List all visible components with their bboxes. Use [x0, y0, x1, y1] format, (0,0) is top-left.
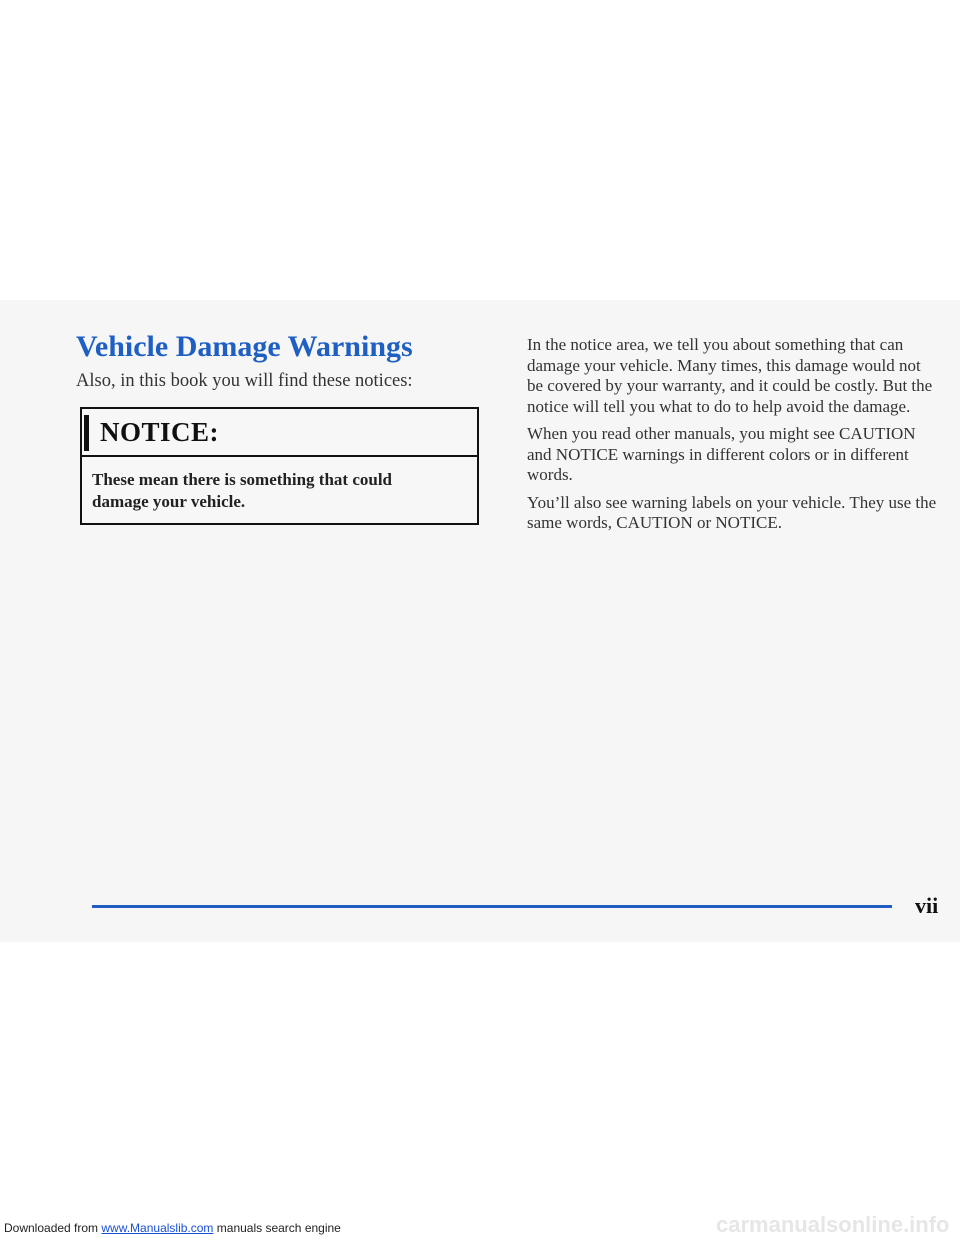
paragraph-other-manuals: When you read other manuals, you might see CAUTION and NOTICE warnings in different colors or in different words.	[527, 424, 916, 484]
page-number: vii	[915, 893, 939, 918]
section-title: Vehicle Damage Warnings	[76, 330, 413, 363]
download-prefix: Downloaded from	[4, 1221, 102, 1235]
notice-box	[80, 407, 479, 525]
watermark: carmanualsonline.info	[716, 1212, 950, 1237]
notice-bar	[84, 415, 89, 451]
paragraph-warning-labels: You’ll also see warning labels on your vehicle. They use the same words, CAUTION or NOTICE.	[527, 492, 937, 532]
paragraph-notice-area: In the notice area, we tell you about something that can damage your vehicle. Many times, this damage would not be covered by your warranty, and it could be costly. But the notice will tell you what to do to help avoid the damage.	[527, 335, 933, 416]
notice-header	[82, 409, 477, 457]
download-suffix: manuals search engine	[213, 1221, 341, 1235]
notice-text: These mean there is something that could damage your vehicle.	[92, 470, 393, 511]
right-column	[527, 335, 937, 541]
manualslib-link[interactable]: www.Manualslib.com	[101, 1221, 214, 1235]
download-footer	[4, 1221, 341, 1235]
notice-label: NOTICE:	[100, 417, 220, 447]
section-intro: Also, in this book you will find these notices:	[76, 371, 413, 391]
footer-rule	[92, 905, 892, 908]
